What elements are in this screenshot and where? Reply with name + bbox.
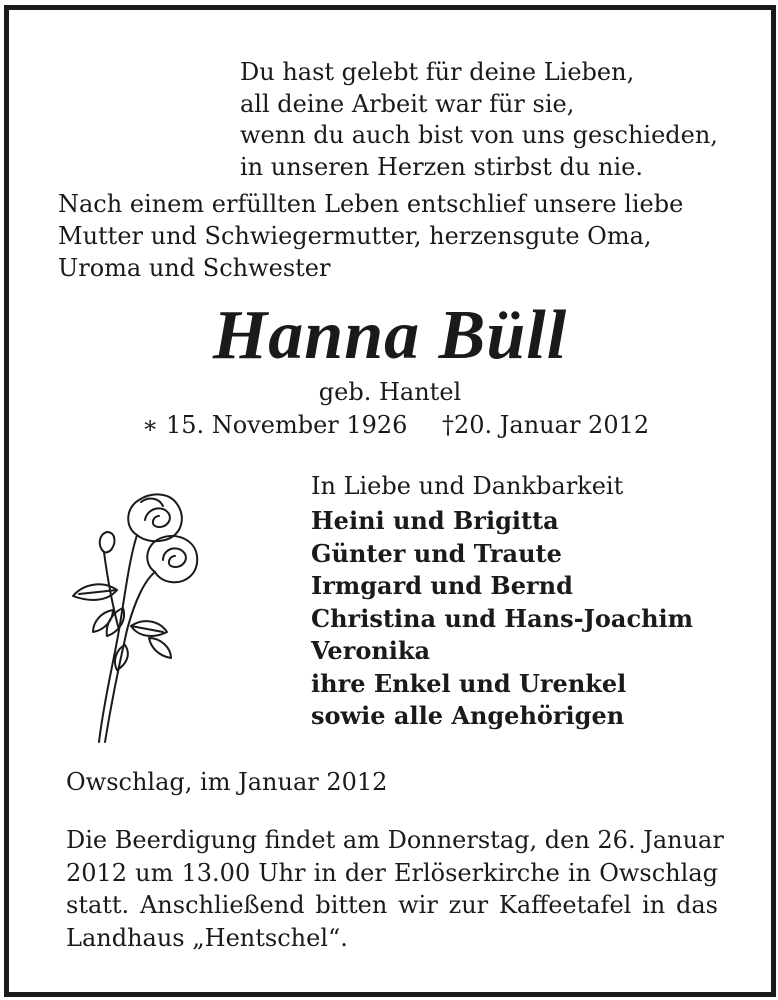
closing-phrase: In Liebe und Dankbarkeit [311, 472, 624, 500]
funeral-line: 2012 um 13.00 Uhr in der Erlöserkirche in Owschlag [66, 858, 718, 887]
funeral-notice [66, 824, 724, 954]
funeral-line: statt. Anschließend bitten wir zur Kaffeetafel in das [66, 891, 718, 919]
rose-illustration [59, 480, 209, 745]
death-date: †20. Januar 2012 [442, 411, 650, 439]
poem-line: in unseren Herzen stirbst du nie. [240, 152, 643, 181]
mourner-name: Irmgard und Bernd [311, 571, 573, 600]
poem-line: all deine Arbeit war für sie, [240, 89, 575, 118]
intro-line: Nach einem erfüllten Leben entschlief unsere liebe [58, 190, 684, 218]
mourner-name: Günter und Traute [311, 538, 562, 568]
maiden-name: geb. Hantel [318, 378, 462, 406]
place-date: Owschlag, im Januar 2012 [66, 768, 388, 796]
funeral-line: Landhaus „Hentschel“. [66, 923, 348, 952]
birth-date: ∗ 15. November 1926 [142, 411, 408, 439]
poem-line: wenn du auch bist von uns geschieden, [240, 121, 718, 149]
mourner-name: Heini und Brigitta [311, 506, 559, 535]
mourner-name: Veronika [311, 636, 431, 665]
poem-line: Du hast gelebt für deine Lieben, [240, 58, 635, 86]
memorial-poem [240, 57, 718, 183]
mourner-name: ihre Enkel und Urenkel [311, 668, 627, 698]
obituary-notice [4, 5, 776, 997]
intro-line: Mutter und Schwiegermutter, herzensgute Oma, [58, 222, 652, 250]
funeral-line: Die Beerdigung findet am Donnerstag, den 26. Januar [66, 826, 724, 854]
intro-text [58, 188, 683, 284]
mourners-list [311, 505, 693, 733]
deceased-name: Hanna Büll [212, 297, 568, 374]
mourner-name: sowie alle Angehörigen [311, 701, 625, 730]
intro-line: Uroma und Schwester [58, 254, 331, 282]
mourner-name: Christina und Hans-Joachim [311, 603, 694, 633]
